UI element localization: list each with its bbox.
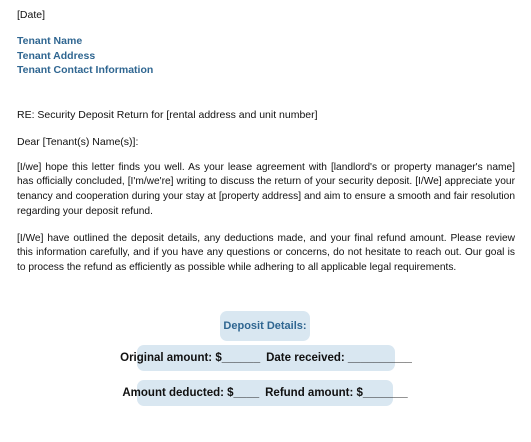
- letter-date: [Date]: [17, 9, 46, 21]
- date-received-field: Date received: __________: [266, 352, 412, 364]
- paragraph-intro: [I/we] hope this letter finds you well. As your lease agreement with [landlord's or property manager's name] has officially concluded, [I'm/we're] writing to discuss the return of your security deposit. [I/We] appreciate your tenancy and cooperation during your stay at [property address] and aim to ensure a smooth and fair resolution regarding your deposit refund.: [17, 161, 515, 217]
- tenant-contact: Tenant Contact Information: [17, 64, 154, 76]
- deposit-details-title: Deposit Details:: [220, 311, 310, 341]
- paragraph-details: [I/We] have outlined the deposit details, any deductions made, and your final refund amount. Please review this information carefully, and if you have any questions or concerns, do not hesitate to reach out. Our goal is to process the refund as efficiently as possible while adhering to all applicable legal requirements.: [17, 232, 515, 274]
- original-amount-field: Original amount: $______: [120, 352, 261, 364]
- amount-deducted-field: Amount deducted: $____: [122, 387, 260, 399]
- deposit-row-original: [120, 345, 412, 371]
- salutation: Dear [Tenant(s) Name(s)]:: [17, 135, 139, 148]
- tenant-address: Tenant Address: [17, 49, 96, 62]
- tenant-name: Tenant Name: [17, 35, 83, 47]
- letter-body: [17, 8, 515, 276]
- subject-line: RE: Security Deposit Return for [rental address and unit number]: [17, 108, 318, 121]
- refund-amount-field: Refund amount: $_______: [265, 387, 408, 399]
- tenant-info-block: [17, 34, 515, 78]
- deposit-row-refund: [122, 380, 408, 406]
